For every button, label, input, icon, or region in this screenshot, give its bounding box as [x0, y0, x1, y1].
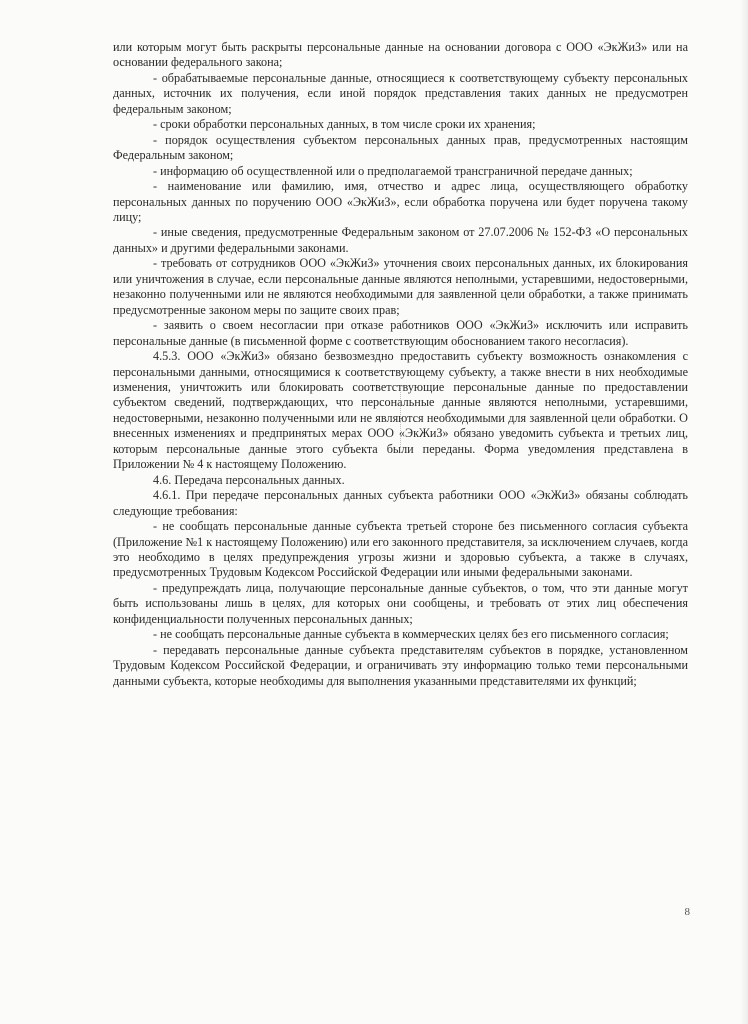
paragraph: 4.5.3. ООО «ЭкЖиЗ» обязано безвозмездно предоставить субъекту возможность ознакомления с персональными данными, относящимися к соответствующему субъекту, а также внести в них необходимые изменения, уничтожить или блокировать соответствующие персональные данные по предоставлении субъектом сведений, подтверждающих, что персональные данные являются неполными, устаревшими, недостоверными, незаконно полученными или не являются необходимыми для заявленной цели обработки. О внесенных изменениях и предпринятых мерах ООО «ЭкЖиЗ» обязано уведомить субъекта и третьих лиц, которым персональные данные этого субъекта были переданы. Форма уведомления представлена в Приложении № 4 к настоящему Положению.: [113, 349, 688, 472]
paragraph: - не сообщать персональные данные субъекта в коммерческих целях без его письменного согласия;: [153, 627, 669, 642]
paragraph: - информацию об осуществленной или о предполагаемой трансграничной передаче данных;: [153, 163, 633, 178]
paragraph: - порядок осуществления субъектом персональных данных прав, предусмотренных настоящим Федеральным законом;: [113, 132, 688, 163]
paragraph: - заявить о своем несогласии при отказе работников ООО «ЭкЖиЗ» исключить или исправить персональные данные (в письменной форме с соответствующим обоснованием такого несогласия).: [113, 318, 688, 348]
paragraph: - не сообщать персональные данные субъекта третьей стороне без письменного согласия субъекта (Приложение №1 к настоящему Положению) или его законного представителя, за исключением случаев, когда это необходимо в целях предупреждения угрозы жизни и здоровью субъекта, а также в случаях, предусмотренных Трудовым Кодексом Российской Федерации или иными федеральными законами.: [113, 519, 688, 580]
scan-artifact: [400, 385, 404, 447]
paragraph: - передавать персональные данные субъекта представителям субъектов в порядке, установленном Трудовым Кодексом Российской Федерации, и ограничивать эту информацию только теми персональными данными субъекта, которые необходимы для выполнения указанными представителями их функций;: [113, 642, 688, 688]
paragraph: - требовать от сотрудников ООО «ЭкЖиЗ» уточнения своих персональных данных, их блокирования или уничтожения в случае, если персональные данные являются неполными, устаревшими, недостоверными, незаконно полученными или не являются необходимыми для заявленной цели обработки, а также принимать предусмотренные законом меры по защите своих прав;: [113, 256, 688, 317]
paragraph: - предупреждать лица, получающие персональные данные субъектов, о том, что эти данные могут быть использованы лишь в целях, для которых они сообщены, и требовать от этих лиц обеспечения конфиденциальности полученных персональных данных;: [113, 580, 688, 626]
paragraph: - сроки обработки персональных данных, в том числе сроки их хранения;: [153, 117, 536, 132]
document-body: [113, 40, 688, 689]
paragraph: - наименование или фамилию, имя, отчество и адрес лица, осуществляющего обработку персональных данных по поручению ООО «ЭкЖиЗ», если обработка поручена или будет поручена такому лицу;: [113, 179, 688, 224]
paragraph: 4.6. Передача персональных данных.: [153, 472, 345, 487]
paragraph: - иные сведения, предусмотренные Федеральным законом от 27.07.2006 № 152-ФЗ «О персональных данных» и другими федеральными законами.: [113, 225, 688, 255]
paragraph: - обрабатываемые персональные данные, относящиеся к соответствующему субъекту персональных данных, источник их получения, если иной порядок представления таких данных не предусмотрен федеральным законом;: [113, 70, 688, 116]
page-number: 8: [684, 906, 690, 918]
paragraph: или которым могут быть раскрыты персональные данные на основании договора с ООО «ЭкЖиЗ» или на основании федерального закона;: [113, 40, 688, 70]
page-edge-shadow: [740, 0, 748, 1024]
paragraph: 4.6.1. При передаче персональных данных субъекта работники ООО «ЭкЖиЗ» обязаны соблюдать следующие требования:: [113, 488, 688, 518]
